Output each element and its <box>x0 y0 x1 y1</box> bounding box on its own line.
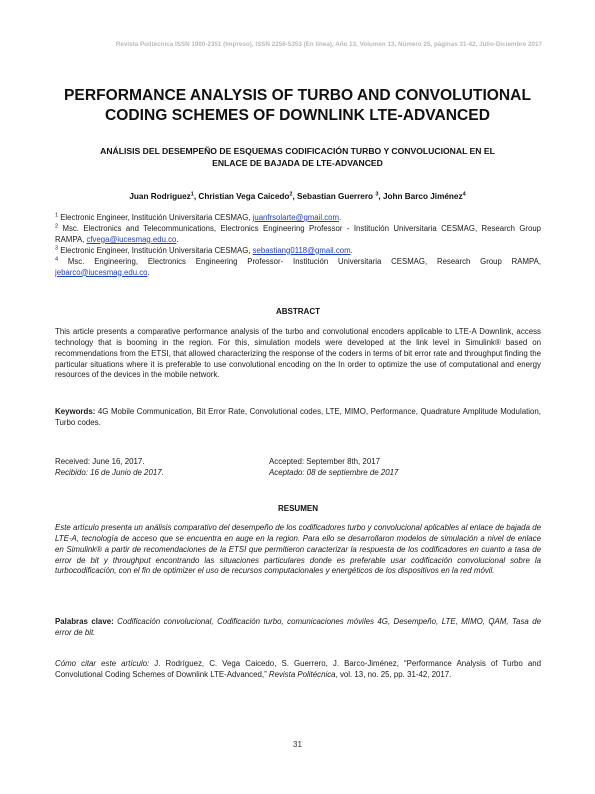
affiliation: $^4$ Msc. Engineering, Electronics Engineering Professor- Institución Universitaria CESMAG, Research Group RAMPA, jebarco@iucesmag.edu.co. <box>55 256 541 277</box>
affiliation: $^3$ Electronic Engineer, Institución Universitaria CESMAG, sebastiang0118@gmail.com. <box>55 245 353 255</box>
keywords <box>55 407 541 429</box>
recibido-date: Recibido: 16 de Junio de 2017. <box>55 468 164 477</box>
title-line: CODING SCHEMES OF DOWNLINK LTE-ADVANCED <box>105 107 490 124</box>
email-link[interactable]: cfvega@iucesmag.edu.co <box>86 234 177 244</box>
accepted-date: Accepted: September 8th, 2017 <box>269 457 380 466</box>
citation-journal: Revista Politécnica <box>268 669 336 679</box>
citation-text: J. Rodríguez, C. Vega Caicedo, S. Guerrero, J. Barco-Jiménez, “Performance Analysis of Turbo and Convolutional Coding Schemes of Downlink LTE-Advanced,” <box>55 659 542 679</box>
author: Juan Rodriguez$^1$, <box>129 191 199 201</box>
title-es-line: ANÁLISIS DEL DESEMPEÑO DE ESQUEMAS CODIFICACIÓN TURBO Y CONVOLUCIONAL EN EL <box>100 146 495 156</box>
citation <box>55 659 541 681</box>
affiliation: $^1$ Electronic Engineer, Institución Universitaria CESMAG, juanfrsolarte@gmail.com. <box>55 212 342 222</box>
citation-label: Cómo citar este artículo: <box>55 659 150 668</box>
email-link[interactable]: jebarco@iucesmag.edu.co <box>55 267 148 277</box>
resumen-heading: RESUMEN <box>277 504 318 513</box>
page-number: 31 <box>293 740 302 749</box>
author-list <box>40 192 555 201</box>
email-link[interactable]: sebastiang0118@gmail.com <box>252 245 351 255</box>
affiliation: $^2$ Msc. Electronics and Telecommunications, Electronics Engineering Professor - Institución Universitaria CESMAG, Research Group RAMPA, cfvega@iucesmag.edu.co. <box>55 223 541 244</box>
resumen-text: Este artículo presenta un análisis comparativo del desempeño de los codificadores turbo y convolucional aplicables al enlace de bajada de LTE-A, tecnología de acceso que se encuentra en auge en la region. Para ello se desarrollaron modelos de simulación a nivel de enlace en Simulink® a partir de recomendaciones de la ETSI que permitieron caracterizar la respuesta de los codificadores en cuanto a tasa de error de bit y throughput encontrando las situaciones particulares donde es preferable usar codificación convolucional sobre la turbocodificación, con el fin de optimizer el uso de recursos computacionales y energéticos de los dispositivos en la red móvil. <box>55 523 541 576</box>
title-es-line: ENLACE DE BAJADA DE LTE-ADVANCED <box>212 157 383 168</box>
abstract-heading: ABSTRACT <box>276 307 320 316</box>
citation-tail: , vol. 13, no. 25, pp. 31-42, 2017. <box>335 669 452 679</box>
author: Christian Vega Caicedo$^2$, <box>198 191 298 201</box>
palabras-clave-label: Palabras clave: <box>55 617 114 626</box>
title-line: PERFORMANCE ANALYSIS OF TURBO AND CONVOLUTIONAL <box>64 87 531 104</box>
dates-block <box>55 456 541 478</box>
affiliations <box>55 213 541 278</box>
palabras-clave-text: Codificación convolucional, Codificación turbo, comunicaciones móviles 4G, Desempeño, LTE, MIMO, QAM, Tasa de error de bit. <box>55 617 542 637</box>
abstract-text: This article presents a comparative performance analysis of the turbo and convolutional encoders applicable to LTE-A Downlink, access technology that is booming in the region. For this, simulation models were developed at the link level in Simulink® based on recommendations from the ETSI, that allowed characterizing the response of the coders in terms of bit error rate and throughput finding the particular situations where it is preferable to use convolutional encoding on the In order to optimize the use of computational and energy resources of the devices in the mobile network. <box>55 327 541 380</box>
author: John Barco Jiménez$^4$ <box>382 191 466 201</box>
received-date: Received: June 16, 2017. <box>55 457 145 466</box>
palabras-clave <box>55 617 541 639</box>
keywords-text: 4G Mobile Communication, Bit Error Rate, Convolutional codes, LTE, MIMO, Performance, Quadrature Amplitude Modulation, Turbo codes. <box>55 407 541 427</box>
keywords-label: Keywords: <box>55 407 96 416</box>
author: Sebastian Guerrero $^3$, <box>297 191 383 201</box>
paper-title-spanish <box>40 146 555 169</box>
paper-title <box>40 86 555 126</box>
email-link[interactable]: juanfrsolarte@gmail.com <box>252 213 339 222</box>
running-head: Revista Politécnica ISSN 1900-2351 (Impreso), ISSN 2256-5353 (En línea), Año 13, Volumen 13, Número 25, páginas 31-42, Julio-Diciembre 2017 <box>115 41 542 48</box>
aceptado-date: Aceptado: 08 de septiembre de 2017 <box>269 468 399 477</box>
